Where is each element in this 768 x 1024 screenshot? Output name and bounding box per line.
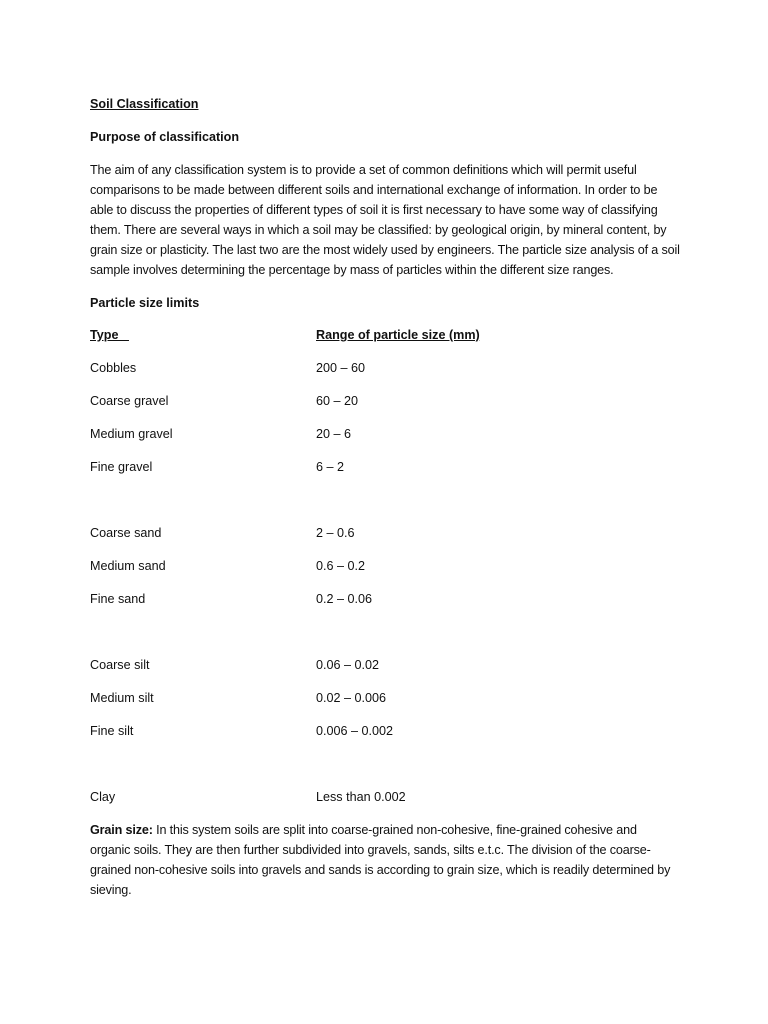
table-row bbox=[90, 424, 680, 444]
size-range-cell: 60 – 20 bbox=[316, 394, 359, 408]
size-range-cell: 200 – 60 bbox=[316, 361, 366, 375]
document-title: Soil Classification bbox=[90, 97, 199, 111]
size-range-cell: 0.02 – 0.006 bbox=[316, 691, 387, 705]
size-range-cell: 2 – 0.6 bbox=[316, 526, 355, 540]
header-type bbox=[90, 325, 316, 345]
table-row bbox=[90, 457, 680, 477]
soil-type-cell: Medium gravel bbox=[90, 427, 173, 441]
header-range: Range of particle size (mm) bbox=[316, 328, 480, 342]
grain-size-label: Grain size: bbox=[90, 823, 153, 837]
soil-type-cell: Coarse silt bbox=[90, 658, 150, 672]
size-range-cell: Less than 0.002 bbox=[316, 790, 406, 804]
size-range-cell: 0.06 – 0.02 bbox=[316, 658, 380, 672]
table-row bbox=[90, 688, 680, 708]
soil-type-cell: Fine gravel bbox=[90, 460, 153, 474]
soil-type-cell: Medium sand bbox=[90, 559, 166, 573]
size-range-cell: 6 – 2 bbox=[316, 460, 345, 474]
soil-type-cell: Fine silt bbox=[90, 724, 134, 738]
size-range-cell: 0.6 – 0.2 bbox=[316, 559, 366, 573]
size-range-cell: 20 – 6 bbox=[316, 427, 352, 441]
purpose-heading: Purpose of classification bbox=[90, 130, 240, 144]
particle-size-limits-heading: Particle size limits bbox=[90, 296, 200, 310]
table-row bbox=[90, 787, 680, 807]
table-row bbox=[90, 391, 680, 411]
table-row bbox=[90, 589, 680, 609]
soil-type-cell: Coarse gravel bbox=[90, 394, 169, 408]
header-type-label: Type bbox=[90, 328, 129, 342]
purpose-paragraph: The aim of any classification system is to provide a set of common definitions which will permit useful comparisons to be made between different soils and international exchange of information. In order to be able to discuss the properties of different types of soil it is first necessary to have some way of classifying them. There are several ways in which a soil may be classified: by geological origin, by mineral content, by grain size or plasticity. The last two are the most widely used by engineers. The particle size analysis of a soil sample involves determining the percentage by mass of particles within the different size ranges. bbox=[90, 163, 680, 277]
soil-type-cell: Clay bbox=[90, 790, 116, 804]
particle-size-table bbox=[90, 325, 680, 807]
table-row bbox=[90, 556, 680, 576]
size-range-cell: 0.2 – 0.06 bbox=[316, 592, 373, 606]
grain-size-paragraph bbox=[90, 820, 680, 900]
grain-size-text: In this system soils are split into coarse-grained non-cohesive, fine-grained cohesive and organic soils. They are then further subdivided into gravels, sands, silts e.t.c. The division of the coarse-grained non-cohesive soils into gravels and sands is according to grain size, which is readily determined by sieving. bbox=[90, 823, 671, 897]
table-row bbox=[90, 523, 680, 543]
table-row bbox=[90, 655, 680, 675]
table-row bbox=[90, 721, 680, 741]
table-header-row bbox=[90, 325, 680, 345]
soil-type-cell: Fine sand bbox=[90, 592, 146, 606]
soil-type-cell: Cobbles bbox=[90, 361, 137, 375]
size-range-cell: 0.006 – 0.002 bbox=[316, 724, 394, 738]
soil-type-cell: Coarse sand bbox=[90, 526, 162, 540]
soil-type-cell: Medium silt bbox=[90, 691, 154, 705]
table-row bbox=[90, 358, 680, 378]
